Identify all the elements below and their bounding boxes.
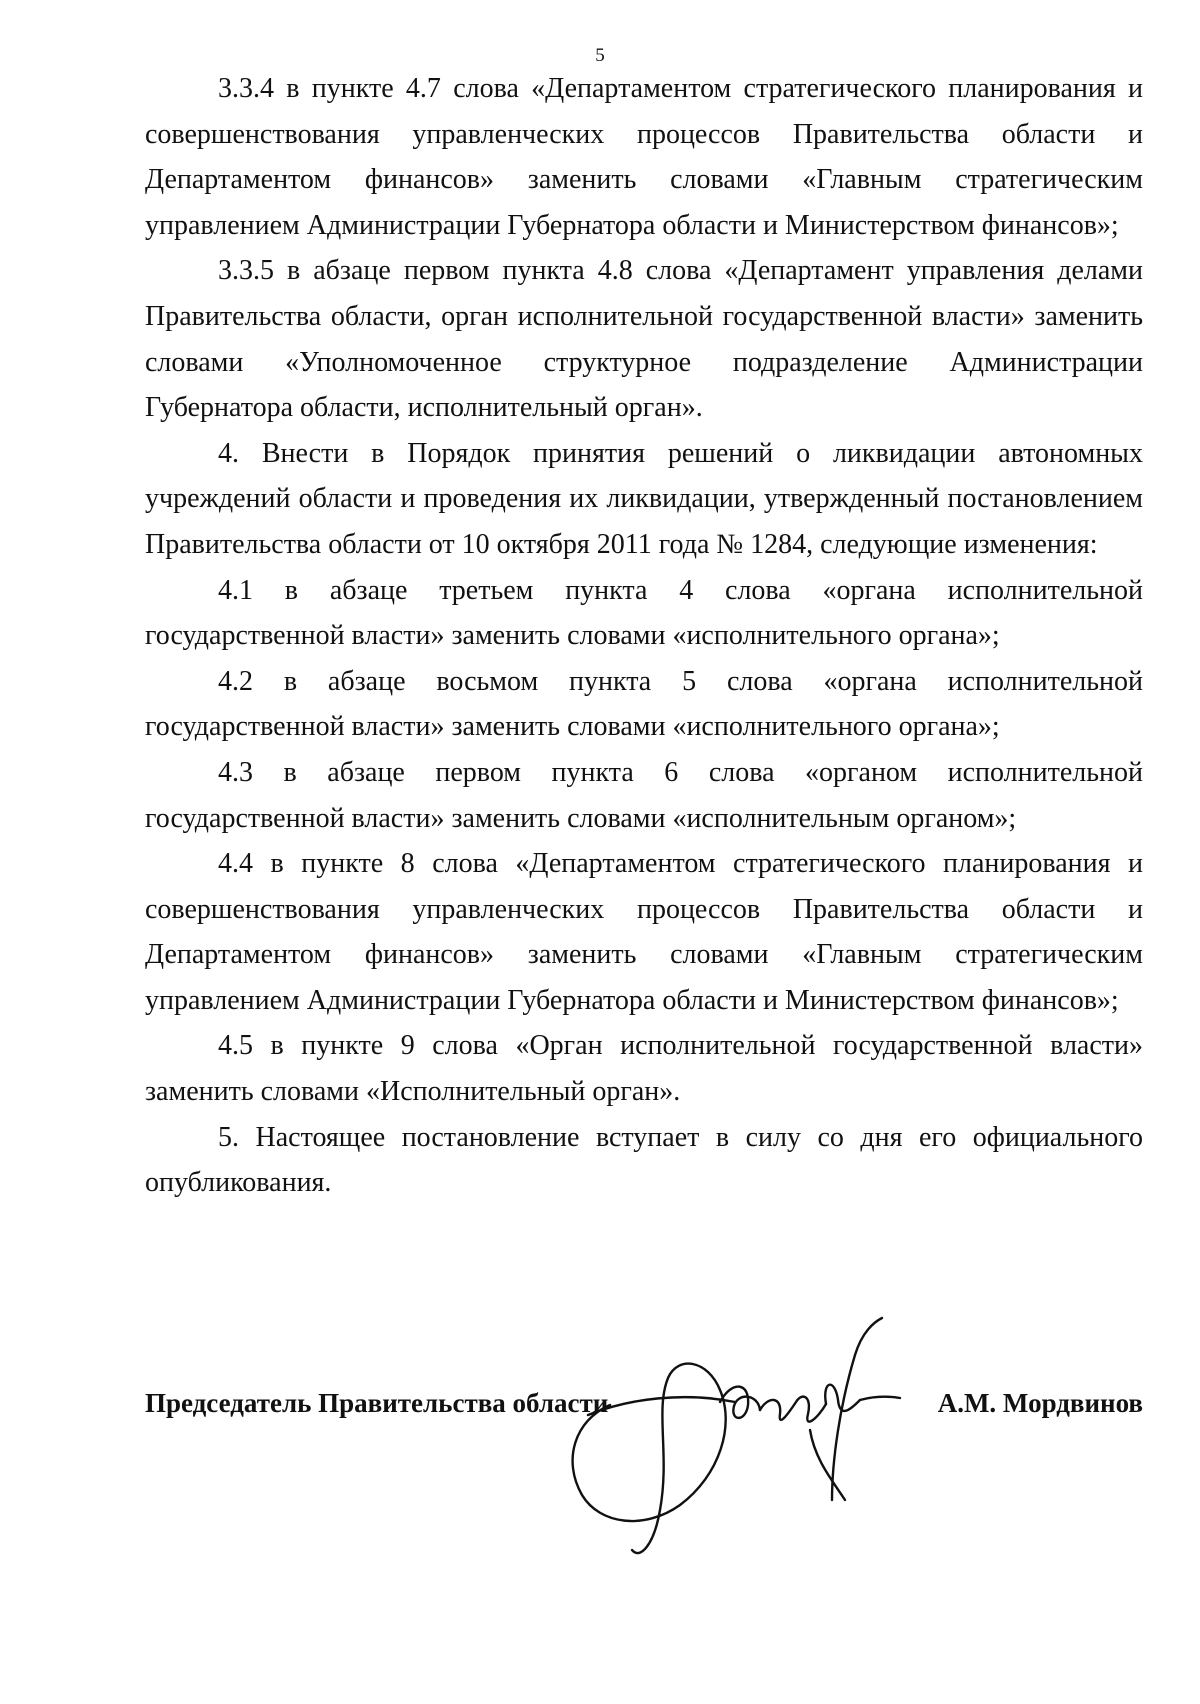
page-number: 5 — [595, 45, 605, 66]
signatory-name: А.М. Мордвинов — [937, 1388, 1143, 1418]
paragraph-4: 4. Внести в Порядок принятия решений о ликвидации автономных учреждений области и проведения их ликвидации, утвержденный постановлением Правительства области от 10 октября 2011 года № 1284, следующие изменения: — [145, 437, 1143, 560]
paragraph-4-2: 4.2 в абзаце восьмом пункта 5 слова «органа исполнительной государственной власти» заменить словами «исполнительного органа»; — [145, 665, 1143, 743]
handwritten-signature — [570, 1310, 910, 1560]
paragraph-5: 5. Настоящее постановление вступает в силу со дня его официального опубликования. — [145, 1121, 1143, 1199]
paragraph-4-5: 4.5 в пункте 9 слова «Орган исполнительной государственной власти» заменить словами «Исполнительный орган». — [145, 1030, 1143, 1108]
signatory-title: Председатель Правительства области — [145, 1388, 609, 1418]
paragraph-3-3-5: 3.3.5 в абзаце первом пункта 4.8 слова «Департамент управления делами Правительства области, орган исполнительной государственной власти» заменить словами «Уполномоченное структурное подразделение Администрации Губернатора области, исполнительный орган». — [145, 255, 1143, 424]
paragraph-3-3-4: 3.3.4 в пункте 4.7 слова «Департаментом стратегического планирования и совершенствования управленческих процессов Правительства области и Департаментом финансов» заменить словами «Главным стратегическим управлением Администрации Губернатора области и Министерством финансов»; — [145, 73, 1143, 241]
paragraph-4-1: 4.1 в абзаце третьем пункта 4 слова «органа исполнительной государственной власти» заменить словами «исполнительного органа»; — [145, 574, 1143, 652]
document-body — [145, 66, 1143, 1206]
paragraph-4-4: 4.4 в пункте 8 слова «Департаментом стратегического планирования и совершенствования управленческих процессов Правительства области и Департаментом финансов» заменить словами «Главным стратегическим управлением Администрации Губернатора области и Министерством финансов»; — [145, 848, 1143, 1016]
paragraph-4-3: 4.3 в абзаце первом пункта 6 слова «органом исполнительной государственной власти» заменить словами «исполнительным органом»; — [145, 756, 1143, 834]
